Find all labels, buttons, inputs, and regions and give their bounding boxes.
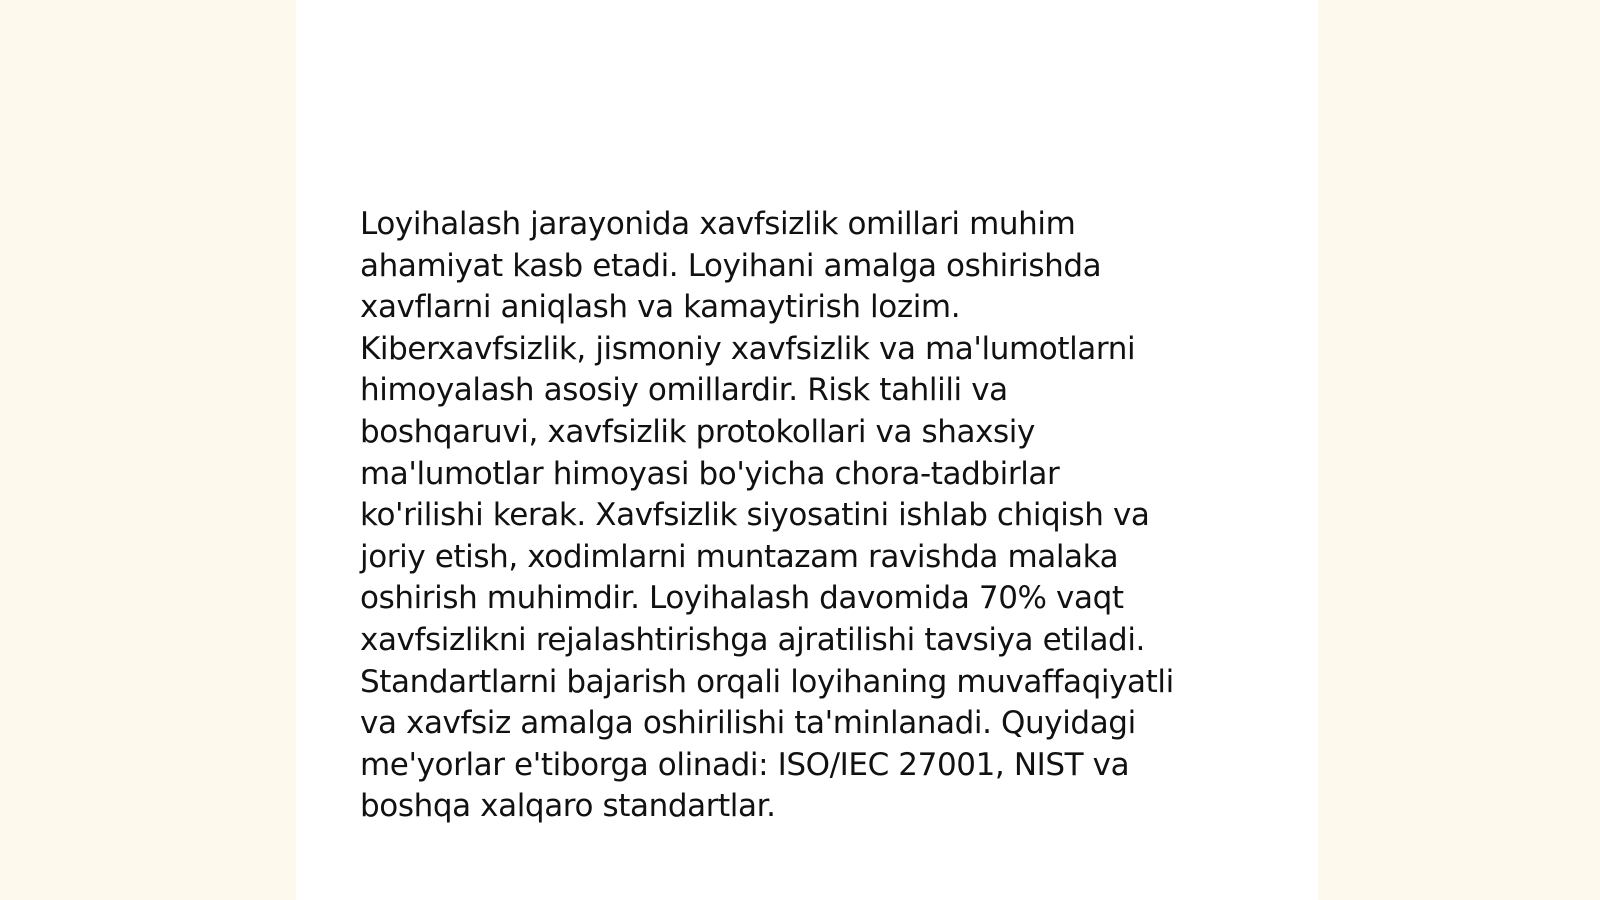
paragraph-line-11: xavfsizlikni rejalashtirishga ajratilishi tavsiya etiladi. [360,621,1145,658]
paragraph-line-14: me'yorlar e'tiborga olinadi: ISO/IEC 27001, NIST va [360,746,1130,783]
paragraph-line-9: joriy etish, xodimlarni muntazam ravishda malaka [360,538,1119,575]
paragraph-line-6: boshqaruvi, xavfsizlik protokollari va shaxsiy [360,413,1035,450]
paragraph-line-4: Kiberxavfsizlik, jismoniy xavfsizlik va ma'lumotlarni [360,330,1136,367]
paragraph-line-7: ma'lumotlar himoyasi bo'yicha chora-tadbirlar [360,455,1060,492]
paragraph-line-1: Loyihalash jarayonida xavfsizlik omillari muhim [360,206,1076,242]
body-paragraph [360,204,1260,828]
paragraph-line-5: himoyalash asosiy omillardir. Risk tahlili va [360,372,1008,409]
paragraph-line-3: xavflarni aniqlash va kamaytirish lozim. [360,289,961,326]
document-page [296,0,1318,900]
paragraph-line-10: oshirish muhimdir. Loyihalash davomida 70% vaqt [360,580,1124,617]
paragraph-line-2: ahamiyat kasb etadi. Loyihani amalga oshirishda [360,247,1102,284]
paragraph-line-12: Standartlarni bajarish orqali loyihaning muvaffaqiyatli [360,663,1174,700]
paragraph-line-8: ko'rilishi kerak. Xavfsizlik siyosatini ishlab chiqish va [360,497,1150,534]
paragraph-line-13: va xavfsiz amalga oshirilishi ta'minlanadi. Quyidagi [360,705,1136,742]
paragraph-line-15: boshqa xalqaro standartlar. [360,788,776,825]
